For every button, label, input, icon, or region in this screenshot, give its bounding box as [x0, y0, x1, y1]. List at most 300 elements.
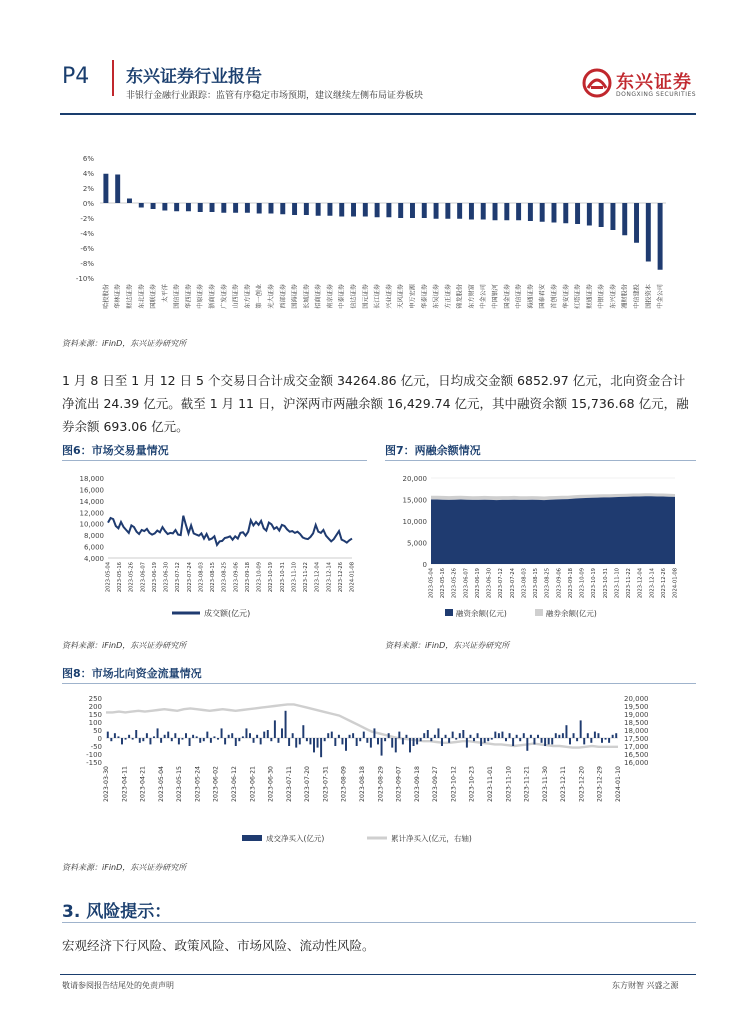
- flow-bar: [117, 736, 119, 738]
- bar: [528, 203, 533, 221]
- flow-bar: [135, 730, 137, 738]
- bar: [646, 203, 651, 262]
- bar: [398, 203, 403, 218]
- flow-bar: [242, 736, 244, 738]
- x-tick-label: 2023-11-10: [291, 562, 298, 593]
- x-tick-label: 2023-09-06: [233, 562, 240, 593]
- bar: [445, 203, 450, 219]
- flow-bar: [174, 733, 176, 738]
- x-tick-label: 2023-05-24: [194, 766, 202, 802]
- bar: [610, 203, 615, 230]
- legend-swatch-financing: [445, 609, 453, 616]
- flow-bar: [132, 738, 134, 740]
- legend-swatch-short: [535, 609, 543, 616]
- x-tick-label: 东方证券: [244, 284, 252, 309]
- flow-bar: [544, 738, 546, 746]
- y-tick-label: -2%: [80, 215, 94, 223]
- x-tick-label: 红塔证券: [574, 284, 582, 309]
- bar: [304, 203, 309, 215]
- x-tick-label: 兴业证券: [385, 284, 393, 309]
- flow-bar: [605, 738, 607, 740]
- flow-bar: [139, 738, 141, 743]
- y2-tick-label: 17,000: [624, 743, 649, 751]
- x-tick-label: 天风证券: [397, 284, 405, 309]
- x-tick-label: 浙商证券: [209, 284, 217, 309]
- flow-bar: [448, 738, 450, 743]
- x-tick-label: 2023-08-25: [544, 568, 551, 599]
- y2-tick-label: 19,000: [624, 711, 649, 719]
- flow-bar: [466, 738, 468, 748]
- y-tick-label: -10%: [75, 275, 94, 283]
- fig6-title: 图6：市场交易量情况: [62, 444, 169, 457]
- x-tick-label: 东方财富: [468, 284, 476, 309]
- flow-bar: [512, 738, 514, 746]
- y2-tick-label: 20,000: [624, 695, 649, 703]
- y2-tick-label: 16,500: [624, 751, 649, 759]
- x-tick-label: 东北证券: [138, 284, 146, 309]
- y-tick-label: 0%: [82, 200, 94, 208]
- bar: [233, 203, 238, 213]
- x-tick-label: 2023-12-14: [326, 562, 333, 593]
- flow-bar: [181, 738, 183, 740]
- bar: [327, 203, 332, 216]
- stock-return-bar-chart: [62, 150, 696, 330]
- flow-bar: [356, 738, 358, 746]
- bar: [540, 203, 545, 222]
- flow-bar: [185, 733, 187, 738]
- flow-bar: [462, 730, 464, 738]
- x-tick-label: 2023-06-30: [486, 568, 493, 599]
- market-summary-paragraph: 1 月 8 日至 1 月 12 日 5 个交易日合计成交金额 34264.86 亿元，日均成交金额 6852.97 亿元，北向资金合计净流出 24.39 亿元。截至 1 月 11 日，沪深两市两融余额 16,429.74 亿元，其中融资余额 15,736.68 亿元，融券余额 693.06 亿元。: [62, 373, 689, 434]
- x-tick-label: 2023-08-25: [221, 562, 228, 593]
- flow-bar: [597, 733, 599, 738]
- fig6-source: 资料来源：iFinD，东兴证券研究所: [62, 641, 187, 650]
- source-note-top: 资料来源：iFinD，东兴证券研究所: [62, 339, 187, 348]
- flow-bar: [420, 738, 422, 741]
- x-tick-label: 海通证券: [527, 284, 535, 309]
- x-tick-label: 2023-10-19: [268, 562, 275, 593]
- flow-bar: [217, 738, 219, 740]
- bar: [103, 174, 108, 203]
- flow-bar: [352, 733, 354, 738]
- flow-bar: [537, 735, 539, 738]
- x-tick-label: 2023-06-12: [231, 766, 238, 802]
- legend-label: 成交额(亿元): [204, 609, 251, 618]
- flow-bar: [487, 738, 489, 741]
- y-tick-label: 150: [88, 711, 102, 719]
- flow-bar: [516, 735, 518, 738]
- flow-bar: [441, 738, 443, 746]
- y-tick-label: 4,000: [83, 555, 104, 563]
- flow-bar: [452, 732, 454, 738]
- flow-bar: [302, 725, 304, 738]
- bar: [563, 203, 568, 223]
- flow-bar: [580, 720, 582, 738]
- fig7-title: 图7：两融余额情况: [385, 444, 481, 457]
- flow-bar: [345, 738, 347, 751]
- bar: [410, 203, 415, 218]
- flow-bar: [413, 738, 415, 746]
- flow-bar: [142, 738, 144, 741]
- flow-bar: [505, 738, 507, 741]
- y-tick-label: 20,000: [402, 475, 427, 483]
- y-tick-label: 200: [88, 703, 102, 711]
- y2-tick-label: 19,500: [624, 703, 649, 711]
- flow-bar: [526, 738, 528, 751]
- y-tick-label: 250: [88, 695, 102, 703]
- x-tick-label: 西部证券: [279, 284, 287, 309]
- flow-bar: [359, 738, 361, 741]
- x-tick-label: 华林证券: [114, 284, 122, 309]
- flow-bar: [149, 738, 151, 744]
- flow-bar: [107, 732, 109, 738]
- x-tick-label: 2023-05-15: [176, 766, 184, 802]
- x-tick-label: 2023-06-02: [212, 766, 220, 802]
- flow-bar: [388, 733, 390, 738]
- risk-text: 宏观经济下行风险、政策风险、市场风险、流动性风险。: [62, 938, 375, 953]
- flow-bar: [256, 735, 258, 738]
- x-tick-label: 2023-05-04: [157, 766, 165, 802]
- x-tick-label: 2023-10-09: [579, 568, 586, 599]
- report-subtitle: 非银行金融行业跟踪：监管有序稳定市场预期，建议继续左侧布局证券板块: [126, 91, 424, 101]
- flow-bar: [221, 728, 223, 738]
- y-tick-label: 50: [93, 727, 102, 735]
- flow-bar: [523, 733, 525, 738]
- x-tick-label: 2023-03-30: [103, 766, 110, 802]
- flow-bar: [157, 728, 159, 738]
- x-tick-label: 2023-10-23: [468, 766, 476, 802]
- x-tick-label: 2023-05-04: [428, 568, 435, 599]
- flow-bar: [594, 732, 596, 738]
- y2-tick-label: 18,500: [624, 719, 649, 727]
- flow-bar: [409, 738, 411, 752]
- flow-bar: [213, 736, 215, 738]
- flow-bar: [573, 733, 575, 738]
- report-title: 东兴证券行业报告: [126, 67, 262, 87]
- x-tick-label: 中金公司: [657, 284, 665, 309]
- bar: [516, 203, 521, 220]
- x-tick-label: 长城证券: [303, 284, 311, 309]
- flow-bar: [455, 738, 457, 740]
- y2-tick-label: 18,000: [624, 727, 649, 735]
- flow-bar: [125, 738, 127, 740]
- flow-bar: [160, 738, 162, 743]
- flow-bar: [391, 738, 393, 748]
- flow-bar: [377, 738, 379, 744]
- y2-tick-label: 16,000: [624, 759, 649, 767]
- flow-bar: [484, 738, 486, 743]
- x-tick-label: 2023-06-30: [163, 562, 170, 593]
- x-tick-label: 2023-06-07: [140, 562, 147, 593]
- x-tick-label: 南京证券: [326, 284, 334, 309]
- bar: [269, 203, 274, 214]
- x-tick-label: 广发证券: [220, 284, 228, 309]
- bar: [493, 203, 498, 220]
- flow-bar: [480, 738, 482, 746]
- flow-bar: [235, 738, 237, 746]
- dongxing-logo-icon: [582, 68, 612, 98]
- x-tick-label: 第一创业: [256, 284, 264, 309]
- bar: [634, 203, 639, 243]
- x-tick-label: 哈投股份: [102, 284, 110, 309]
- y-tick-label: -4%: [80, 230, 94, 238]
- flow-bar: [309, 738, 311, 744]
- x-tick-label: 国金证券: [503, 284, 511, 309]
- bar: [115, 175, 120, 204]
- flow-bar: [530, 735, 532, 738]
- x-tick-label: 2023-07-12: [498, 568, 505, 599]
- x-tick-label: 国元证券: [362, 284, 370, 309]
- margin-balance-area-chart: [385, 468, 696, 628]
- header-divider: [112, 60, 114, 96]
- flow-bar: [445, 735, 447, 738]
- bar: [587, 203, 592, 226]
- fig8-title: 图8：市场北向资金流量情况: [62, 667, 202, 680]
- bar: [186, 203, 191, 211]
- x-tick-label: 2023-08-03: [521, 568, 528, 599]
- bar: [622, 203, 627, 235]
- x-tick-label: 2023-11-22: [303, 562, 310, 593]
- x-tick-label: 2023-12-04: [314, 562, 321, 593]
- flow-bar: [398, 732, 400, 738]
- bar: [221, 203, 226, 213]
- x-tick-label: 2024-01-10: [615, 766, 622, 802]
- flow-bar: [317, 738, 319, 748]
- x-tick-label: 华泰证券: [421, 284, 429, 309]
- bar: [257, 203, 262, 214]
- x-tick-label: 中国银河: [492, 284, 500, 309]
- section-risk-title: 3. 风险提示：: [62, 902, 172, 922]
- legend-label: 累计净买入(亿元，右轴): [391, 834, 472, 843]
- flow-bar: [313, 738, 315, 752]
- bar: [139, 203, 144, 208]
- flow-bar: [249, 733, 251, 738]
- x-tick-label: 2023-12-20: [578, 766, 586, 802]
- bar: [363, 203, 368, 217]
- flow-bar: [263, 732, 265, 738]
- flow-bar: [366, 738, 368, 743]
- flow-bar: [601, 738, 603, 743]
- legend-label: 融资余额(亿元): [456, 609, 507, 618]
- x-tick-label: 光大证券: [267, 284, 275, 309]
- x-tick-label: 2024-01-08: [349, 562, 356, 593]
- x-tick-label: 2023-10-31: [602, 568, 609, 599]
- flow-bar: [373, 728, 375, 738]
- x-tick-label: 2023-12-14: [649, 568, 656, 599]
- flow-bar: [423, 733, 425, 738]
- x-tick-label: 中金公司: [480, 284, 488, 309]
- volume-line: [108, 516, 352, 545]
- x-tick-label: 2023-07-24: [186, 562, 193, 593]
- page-number: P4: [62, 64, 90, 89]
- legend-label: 融券余额(亿元): [546, 609, 597, 618]
- x-tick-label: 国海证券: [291, 284, 299, 309]
- flow-bar: [491, 738, 493, 740]
- flow-bar: [583, 738, 585, 744]
- flow-bar: [285, 711, 287, 738]
- y-tick-label: 16,000: [79, 486, 104, 495]
- flow-bar: [498, 733, 500, 738]
- x-tick-label: 2023-05-04: [105, 562, 112, 593]
- x-tick-label: 2023-08-18: [359, 766, 366, 802]
- x-tick-label: 2023-06-19: [474, 568, 481, 599]
- flow-bar: [477, 733, 479, 738]
- y-tick-label: 12,000: [79, 509, 104, 518]
- flow-bar: [192, 735, 194, 738]
- x-tick-label: 中信建投: [633, 284, 641, 309]
- x-tick-label: 山西证券: [232, 284, 240, 309]
- flow-bar: [334, 738, 336, 746]
- x-tick-label: 湘财股份: [621, 284, 629, 309]
- x-tick-label: 东吴证券: [433, 284, 441, 309]
- y-tick-label: 14,000: [79, 497, 104, 506]
- x-tick-label: 2023-06-07: [463, 568, 470, 599]
- bar: [422, 203, 427, 218]
- x-tick-label: 国投资本: [645, 284, 653, 309]
- flow-bar: [384, 738, 386, 741]
- flow-bar: [245, 728, 247, 738]
- section-risk-rule: [62, 922, 696, 923]
- flow-bar: [459, 733, 461, 738]
- flow-bar: [196, 736, 198, 738]
- x-tick-label: 中泰证券: [338, 284, 346, 309]
- y-tick-label: 0: [97, 735, 102, 743]
- flow-bar: [565, 725, 567, 738]
- bar: [599, 203, 604, 227]
- flow-bar: [231, 733, 233, 738]
- northbound-flow-chart: [62, 690, 696, 850]
- footer-slogan: 东方财智 兴盛之源: [612, 981, 679, 990]
- fig8-source: 资料来源：iFinD，东兴证券研究所: [62, 863, 187, 872]
- y-tick-label: 10,000: [402, 518, 427, 526]
- x-tick-label: 招商证券: [315, 284, 323, 309]
- bar: [127, 199, 132, 204]
- x-tick-label: 2023-11-21: [523, 766, 531, 802]
- bar: [575, 203, 580, 224]
- flow-bar: [153, 736, 155, 738]
- flow-bar: [210, 738, 212, 743]
- x-tick-label: 2023-09-18: [244, 562, 251, 593]
- flow-bar: [562, 733, 564, 738]
- flow-bar: [519, 738, 521, 741]
- flow-bar: [114, 733, 116, 738]
- flow-bar: [203, 738, 205, 741]
- flow-bar: [274, 720, 276, 738]
- y-tick-label: -6%: [80, 245, 94, 253]
- flow-bar: [494, 732, 496, 738]
- x-tick-label: 2023-11-10: [505, 766, 513, 802]
- x-tick-label: 2023-10-31: [279, 562, 286, 593]
- bar: [292, 203, 297, 215]
- flow-bar: [238, 738, 240, 741]
- x-tick-label: 财通证券: [586, 284, 594, 309]
- x-tick-label: 2023-10-12: [450, 766, 458, 802]
- flow-bar: [327, 733, 329, 738]
- x-tick-label: 东兴证券: [609, 284, 617, 309]
- flow-bar: [128, 735, 130, 738]
- flow-bar: [260, 738, 262, 744]
- logo-english: DONGXING SECURITIES: [616, 91, 697, 98]
- x-tick-label: 2023-07-24: [509, 568, 516, 599]
- flow-bar: [349, 735, 351, 738]
- bar: [245, 203, 250, 213]
- flow-bar: [267, 730, 269, 738]
- flow-bar: [206, 732, 208, 738]
- x-tick-label: 2023-11-30: [541, 766, 549, 802]
- trading-volume-line-chart: [62, 468, 367, 628]
- x-tick-label: 2023-05-16: [117, 562, 124, 593]
- bar: [434, 203, 439, 219]
- flow-bar: [551, 738, 553, 744]
- x-tick-label: 中原证券: [197, 284, 205, 309]
- flow-bar: [615, 733, 617, 738]
- y-tick-label: -150: [86, 759, 102, 767]
- bar: [210, 203, 215, 212]
- bar: [457, 203, 462, 219]
- flow-bar: [612, 735, 614, 738]
- x-tick-label: 2023-08-15: [533, 568, 540, 599]
- flow-bar: [509, 733, 511, 738]
- flow-bar: [548, 738, 550, 744]
- flow-bar: [501, 732, 503, 738]
- x-tick-label: 2023-09-18: [567, 568, 574, 599]
- x-tick-label: 2023-07-12: [175, 562, 182, 593]
- flow-bar: [590, 738, 592, 743]
- bar: [481, 203, 486, 220]
- legend-swatch-flow: [242, 835, 262, 841]
- flow-bar: [395, 738, 397, 752]
- flow-bar: [416, 738, 418, 744]
- flow-bar: [320, 738, 322, 757]
- x-tick-label: 2023-09-07: [395, 766, 403, 802]
- x-tick-label: 国信证券: [173, 284, 181, 309]
- flow-bar: [178, 738, 180, 744]
- x-tick-label: 中银证券: [598, 284, 606, 309]
- flow-bar: [121, 738, 123, 744]
- bar: [174, 203, 179, 211]
- flow-bar: [569, 738, 571, 744]
- flow-bar: [437, 728, 439, 738]
- x-tick-label: 2023-11-01: [487, 766, 494, 802]
- flow-bar: [405, 735, 407, 738]
- x-tick-label: 2023-12-11: [560, 766, 568, 802]
- fig7-source: 资料来源：iFinD，东兴证券研究所: [385, 641, 510, 650]
- flow-bar: [558, 735, 560, 738]
- flow-bar: [164, 735, 166, 738]
- bar: [316, 203, 321, 216]
- x-tick-label: 2023-04-21: [139, 766, 147, 802]
- flow-bar: [533, 738, 535, 744]
- flow-bar: [402, 738, 404, 744]
- x-tick-label: 2023-09-06: [556, 568, 563, 599]
- legend-label: 成交净买入(亿元): [266, 834, 325, 843]
- x-tick-label: 2023-07-31: [322, 766, 330, 802]
- y-tick-label: 4%: [82, 170, 94, 178]
- x-tick-label: 2023-10-09: [256, 562, 263, 593]
- x-tick-label: 2024-01-08: [672, 568, 679, 599]
- bar: [151, 203, 156, 209]
- flow-bar: [199, 738, 201, 743]
- flow-bar: [427, 730, 429, 738]
- flow-bar: [338, 735, 340, 738]
- y-tick-label: -8%: [80, 260, 94, 268]
- footer-disclaimer: 敬请参阅报告结尾处的免责声明: [62, 981, 174, 990]
- x-tick-label: 国联证券: [150, 284, 158, 309]
- y2-tick-label: 17,500: [624, 735, 649, 743]
- flow-bar: [587, 733, 589, 738]
- y-tick-label: 15,000: [402, 496, 427, 505]
- flow-bar: [370, 738, 372, 748]
